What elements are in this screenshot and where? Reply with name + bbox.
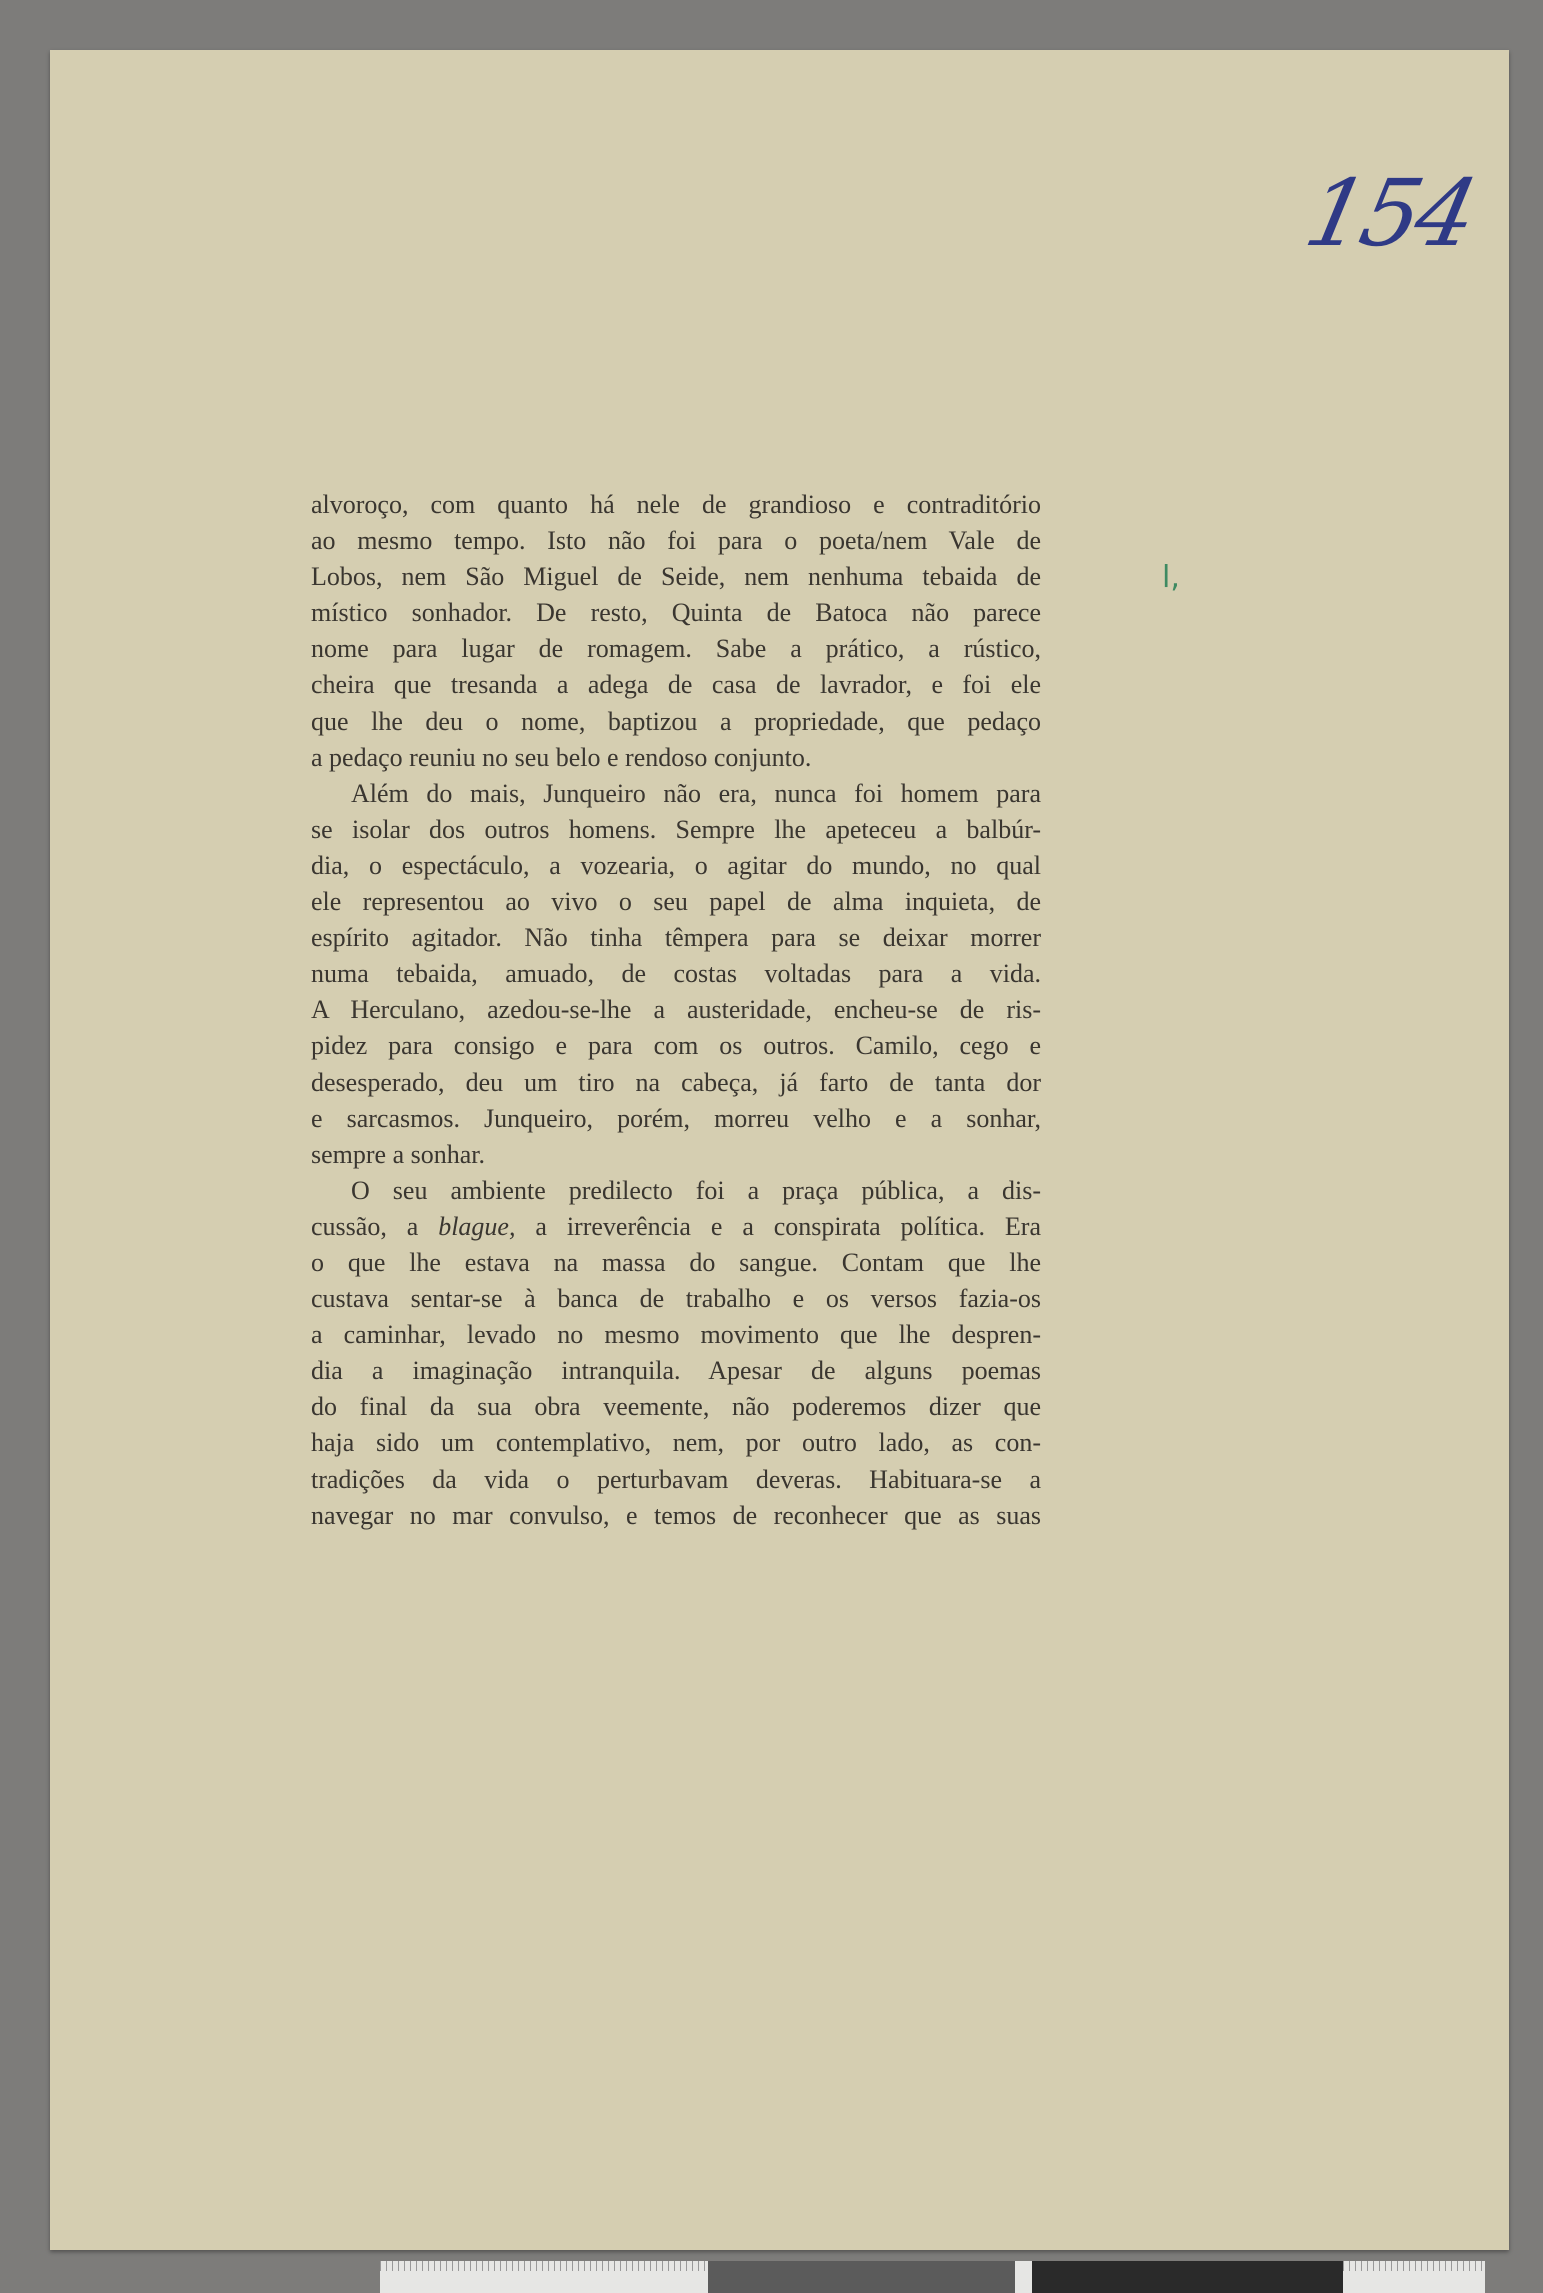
text-line: ele representou ao vivo o seu papel de alma inquieta, de xyxy=(311,887,1041,917)
text-line: dia a imaginação intranquila. Apesar de alguns poemas xyxy=(311,1356,1041,1386)
text-line: a caminhar, levado no mesmo movimento que lhe despren- xyxy=(311,1320,1041,1350)
text-line: que lhe deu o nome, baptizou a propriedade, que pedaço xyxy=(311,706,1041,736)
text-line: e sarcasmos. Junqueiro, porém, morreu velho e a sonhar, xyxy=(311,1103,1041,1133)
text-line: tradições da vida o perturbavam deveras. Habituara-se a xyxy=(311,1464,1041,1494)
text-line: O seu ambiente predilecto foi a praça pública, a dis- xyxy=(351,1175,1041,1205)
text-line: desesperado, deu um tiro na cabeça, já farto de tanta dor xyxy=(311,1067,1041,1097)
text-line: custava sentar-se à banca de trabalho e os versos fazia-os xyxy=(311,1284,1041,1314)
text-line: se isolar dos outros homens. Sempre lhe apeteceu a balbúr- xyxy=(311,814,1041,844)
text-line: alvoroço, com quanto há nele de grandioso e contraditório xyxy=(311,490,1041,519)
handwritten-folio-number: 154 xyxy=(1296,160,1483,267)
scale-ruler-white-right xyxy=(1343,2261,1485,2293)
color-patch-white xyxy=(1015,2261,1032,2293)
text-line: a pedaço reuniu no seu belo e rendoso conjunto. xyxy=(311,742,812,772)
text-line: cussão, a blague, a irreverência e a conspirata política. Era xyxy=(311,1211,1041,1241)
text-line: místico sonhador. De resto, Quinta de Batoca não parece xyxy=(311,598,1041,628)
italic-word: blague, xyxy=(438,1211,516,1241)
text-line: navegar no mar convulso, e temos de reconhecer que as suas xyxy=(311,1500,1041,1530)
text-line: numa tebaida, amuado, de costas voltadas para a vida. xyxy=(311,959,1041,989)
text-line: pidez para consigo e para com os outros. Camilo, cego e xyxy=(311,1031,1041,1061)
text-line: A Herculano, azedou-se-lhe a austeridade, encheu-se de ris- xyxy=(311,995,1041,1025)
text-line: cheira que tresanda a adega de casa de lavrador, e foi ele xyxy=(311,670,1041,700)
text-line: haja sido um contemplativo, nem, por outro lado, as con- xyxy=(311,1428,1041,1458)
text-line: do final da sua obra veemente, não poderemos dizer que xyxy=(311,1392,1041,1422)
text-line: espírito agitador. Não tinha têmpera para se deixar morrer xyxy=(311,923,1041,953)
text-line: ao mesmo tempo. Isto não foi para o poeta/nem Vale de xyxy=(311,526,1041,556)
text-line: sempre a sonhar. xyxy=(311,1139,486,1169)
color-patch-black xyxy=(1032,2261,1342,2293)
body-text xyxy=(311,487,1041,1534)
handwritten-margin-mark: l, xyxy=(1162,560,1180,595)
scale-ruler-white xyxy=(380,2261,708,2293)
text-line: dia, o espectáculo, a vozearia, o agitar do mundo, no qual xyxy=(311,850,1041,880)
text-line: nome para lugar de romagem. Sabe a prático, a rústico, xyxy=(311,634,1041,664)
text-line: o que lhe estava na massa do sangue. Contam que lhe xyxy=(311,1247,1041,1277)
color-patch-grey xyxy=(708,2261,1015,2293)
text-line: Lobos, nem São Miguel de Seide, nem nenhuma tebaida de xyxy=(311,562,1041,592)
text-line: Além do mais, Junqueiro não era, nunca foi homem para xyxy=(351,778,1041,808)
